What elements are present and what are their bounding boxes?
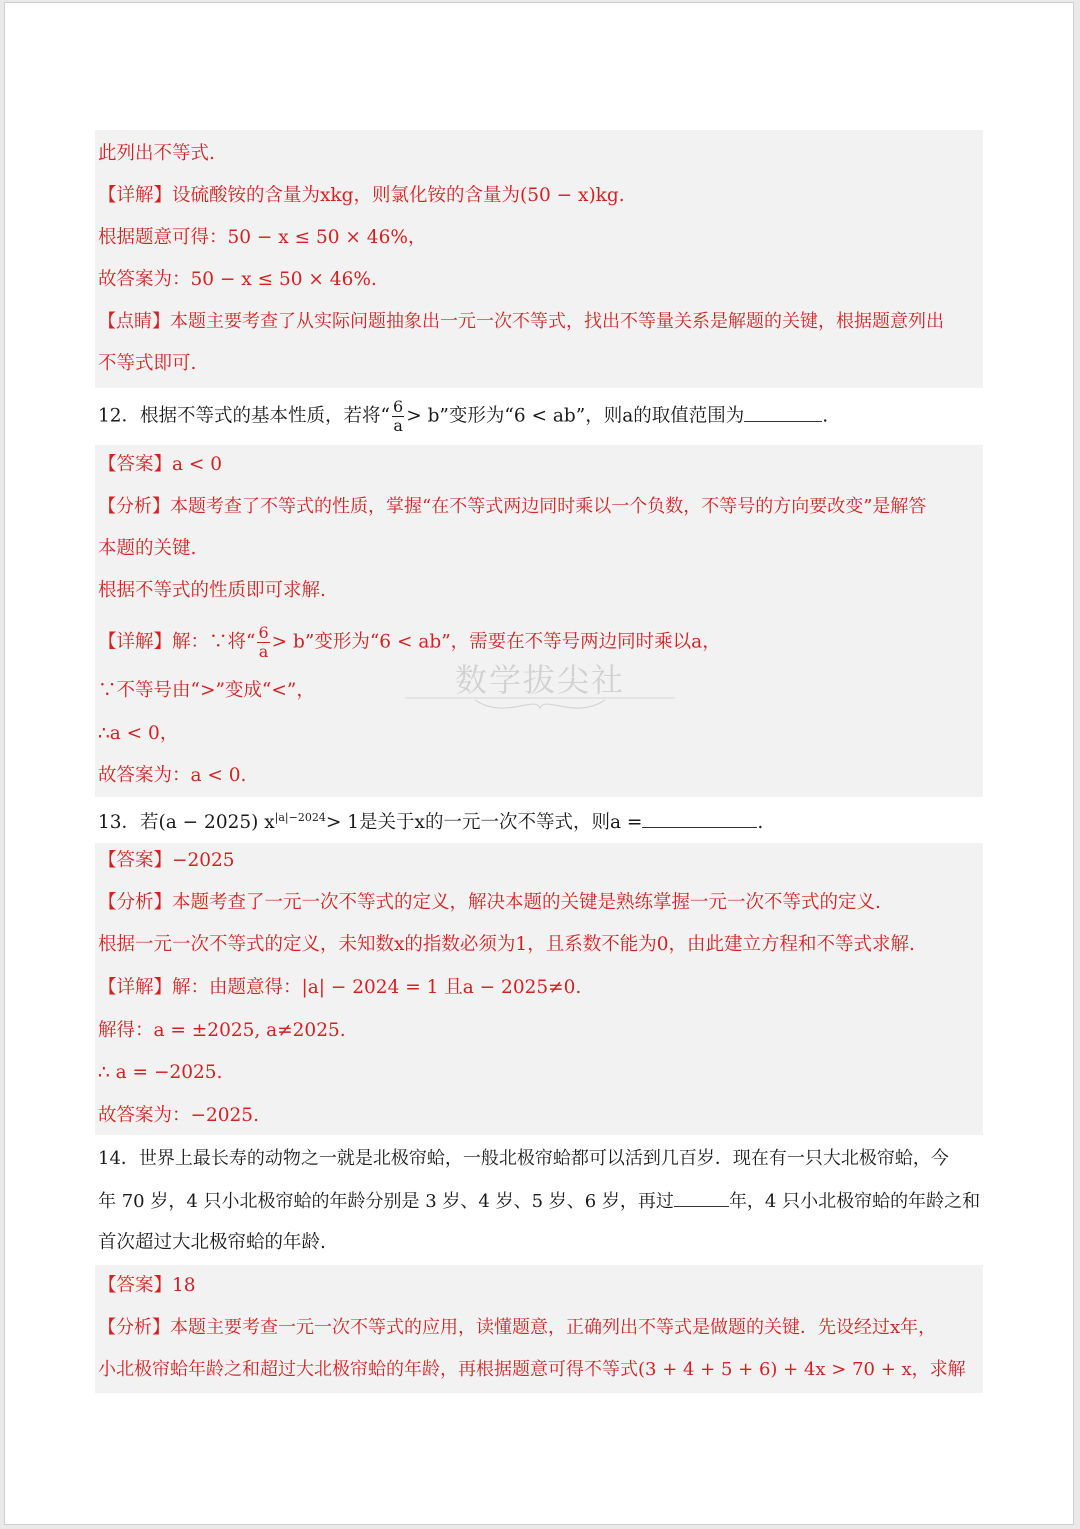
q13-solve: 解得：a = ±2025, a≠2025. bbox=[98, 1020, 346, 1041]
q14-question-line2: 年 70 岁，4 只小北极帘蛤的年龄分别是 3 岁、4 岁、5 岁、6 岁，再过 年，4 只小北极帘蛤的年龄之和 bbox=[98, 1188, 984, 1215]
q11-comment-line1: 【点睛】本题主要考查了从实际问题抽象出一元一次不等式，找出不等量关系是解题的关键，根据题意列出 bbox=[98, 311, 944, 332]
q12-analysis-line2: 本题的关键. bbox=[98, 538, 197, 559]
q13-detail: 【详解】解：由题意得：|a| − 2024 = 1 且a − 2025≠0. bbox=[98, 977, 582, 998]
q11-detail: 【详解】设硫酸铵的含量为xkg，则氯化铵的含量为(50 − x)kg. bbox=[98, 185, 625, 206]
q14-answer: 【答案】18 bbox=[98, 1275, 196, 1296]
q14-question-line1: 14．世界上最长寿的动物之一就是北极帘蛤，一般北极帘蛤都可以活到几百岁．现在有一只大北极帘蛤，今 bbox=[98, 1148, 949, 1169]
q12-detail: 【详解】解：∵将“ $\frac{6}{a}$ > b”变形为“6 < ab”，需要在不等号两边同时乘以a， bbox=[98, 623, 721, 661]
q14-answer-blank[interactable] bbox=[674, 1188, 729, 1207]
q12-analysis-line1: 【分析】本题考查了不等式的性质，掌握“在不等式两边同时乘以一个负数，不等号的方向要改变”是解答 bbox=[98, 496, 927, 517]
q11-answer: 故答案为：50 − x ≤ 50 × 46%. bbox=[98, 269, 377, 290]
q12-step2: ∵不等号由“>”变成“<”， bbox=[98, 680, 315, 701]
q11-basis: 根据题意可得：50 − x ≤ 50 × 46%， bbox=[98, 227, 427, 248]
q12-final: 故答案为：a < 0. bbox=[98, 765, 247, 786]
q12-detail-fraction: $\frac{6}{a}$ bbox=[258, 623, 269, 661]
q13-exponent: |a|−2024 bbox=[274, 811, 326, 824]
q11-comment-line2: 不等式即可. bbox=[98, 353, 197, 374]
q12-answer: 【答案】a < 0 bbox=[98, 454, 223, 475]
q12-analysis-line3: 根据不等式的性质即可求解. bbox=[98, 580, 326, 601]
q13-analysis-line2: 根据一元一次不等式的定义，未知数x的指数必须为1，且系数不能为0，由此建立方程和不等式求解. bbox=[98, 934, 915, 955]
q13-answer-blank[interactable] bbox=[642, 809, 757, 828]
q14-analysis-line1: 【分析】本题主要考查一元一次不等式的应用，读懂题意，正确列出不等式是做题的关键．先设经过x年， bbox=[98, 1317, 937, 1338]
q12-fraction: $\frac{6}{a}$ bbox=[393, 397, 404, 435]
q13-final: 故答案为：−2025. bbox=[98, 1105, 259, 1126]
q13-question: 13．若(a − 2025) $x^{|a|-2024}> 1$是关于x的一元一次不等式，则a = . bbox=[98, 811, 764, 834]
solution-block-11 bbox=[95, 130, 983, 388]
q13-analysis-line1: 【分析】本题考查了一元一次不等式的定义，解决本题的关键是熟练掌握一元一次不等式的定义. bbox=[98, 892, 881, 913]
q13-therefore: ∴ a = −2025. bbox=[98, 1062, 223, 1083]
q12-answer-blank[interactable] bbox=[744, 403, 822, 422]
q12-question: 12．根据不等式的基本性质，若将“ $\frac{6}{a}$ > b”变形为“6 < ab”，则a的取值范围为 . bbox=[98, 397, 829, 435]
watermark-text: 数学拔尖社 bbox=[454, 661, 625, 699]
q13-answer: 【答案】−2025 bbox=[98, 850, 235, 871]
q11-line1: 此列出不等式. bbox=[98, 143, 215, 164]
q12-step3: ∴a < 0， bbox=[98, 723, 179, 744]
q14-analysis-line2: 小北极帘蛤年龄之和超过大北极帘蛤的年龄，再根据题意可得不等式(3 + 4 + 5 + 6) + 4x > 70 + x，求解 bbox=[98, 1359, 966, 1380]
q14-question-line3: 首次超过大北极帘蛤的年龄. bbox=[98, 1232, 326, 1253]
